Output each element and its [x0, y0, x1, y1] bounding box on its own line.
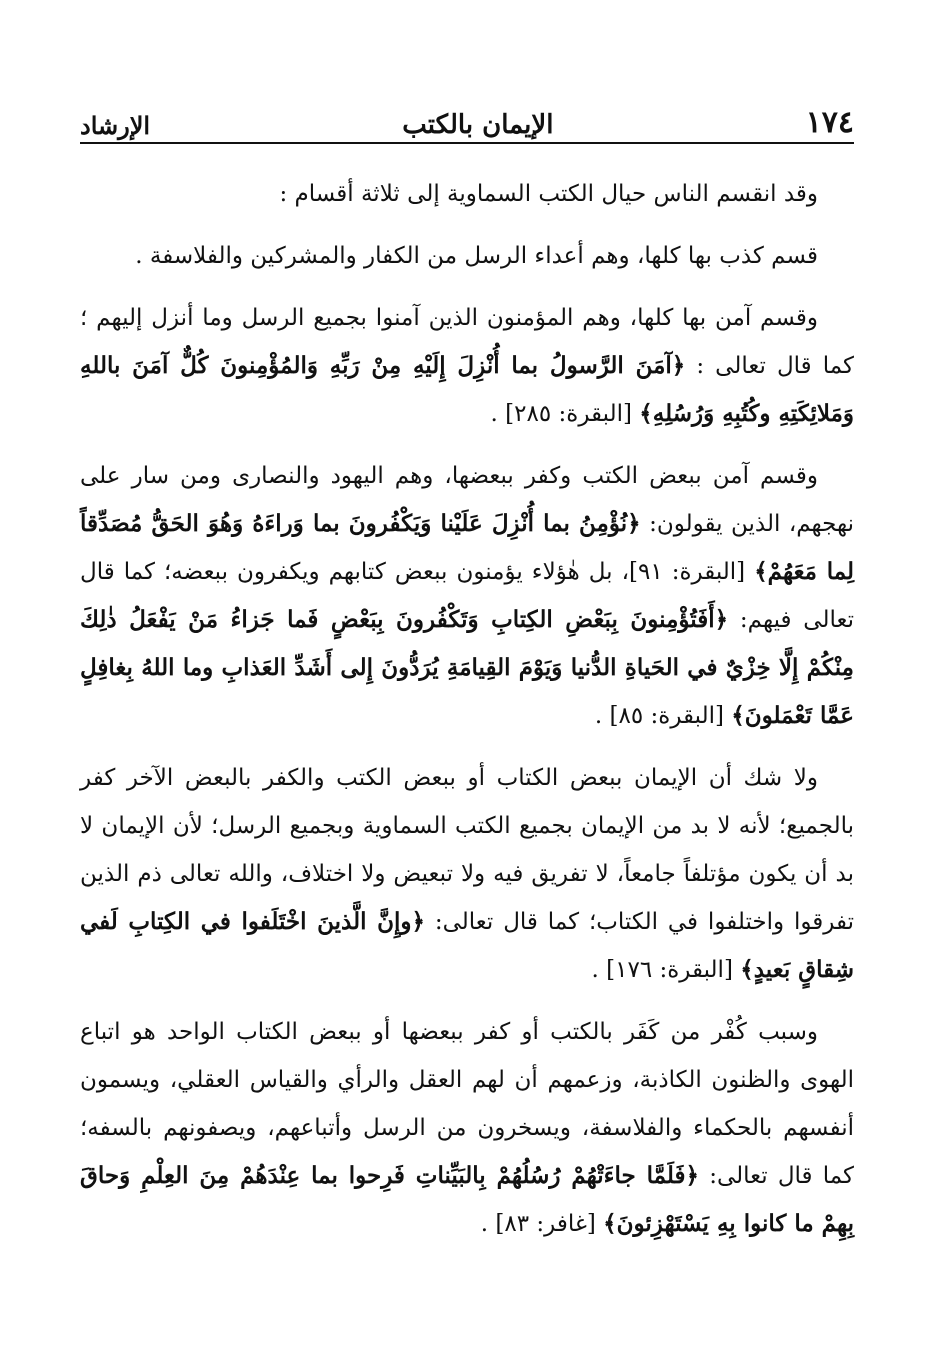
paragraph — [80, 232, 854, 280]
body-text: [البقرة: ٩١]، بل هٰؤلاء يؤمنون ببعض كتابهم ويكفرون ببعضه؛ كما قال تعالى فيهم: — [80, 559, 854, 633]
quran-verse: ﴿وإِنَّ الَّذينَ اخْتَلَفوا في الكِتابِ لَفي شِقاقٍ بَعيدٍ﴾ — [80, 908, 854, 983]
body-text: [البقرة: ٨٥] . — [594, 703, 732, 729]
quran-verse: ﴿أَفَتُؤْمِنونَ بِبَعْضِ الكِتابِ وَتَكْفُرونَ بِبَعْضٍ فَما جَزاءُ مَنْ يَفْعَلُ ذٰلِكَ مِنْكُمْ إِلَّا خِزْيٌ في الحَياةِ الدُّنيا وَيَوْمَ القِيامَةِ يُرَدُّونَ إِلى أَشَدِّ العَذابِ وما اللهُ بِغافِلٍ عَمَّا تَعْمَلونَ﴾ — [80, 606, 854, 729]
body-text: [البقرة: ٢٨٥] . — [490, 401, 640, 427]
paragraph — [80, 452, 854, 740]
paragraph — [80, 754, 854, 994]
body-text: [البقرة: ١٧٦] . — [591, 957, 741, 983]
chapter-title: الإيمان بالكتب — [402, 110, 554, 140]
body-text: [غافر: ٨٣] . — [480, 1211, 604, 1237]
quran-verse: ﴿آمَنَ الرَّسولُ بما أُنْزِلَ إِلَيْهِ مِنْ رَبِّهِ وَالمُؤْمِنونَ كُلٌّ آمَنَ باللهِ وَمَلائِكَتِهِ وكُتُبِهِ وَرُسُلِهِ﴾ — [80, 352, 854, 427]
running-header — [80, 100, 854, 144]
body-text: ولا شك أن الإيمان ببعض الكتاب أو ببعض الكتب والكفر بالبعض الآخر كفر بالجميع؛ لأنه لا بد من الإيمان بجميع الكتب السماوية وبجميع الرسل؛ لأن الإيمان لا بد أن يكون مؤتلفاً جامعاً، لا تفريق فيه ولا تبعيض ولا اختلاف، والله تعالى ذم الذين تفرقوا واختلفوا في الكتاب؛ كما قال تعالى: — [80, 765, 854, 935]
page-body — [80, 170, 854, 1262]
body-text: وقد انقسم الناس حيال الكتب السماوية إلى ثلاثة أقسام : — [279, 181, 818, 207]
book-title: الإرشاد — [80, 111, 151, 140]
body-text: وقسم آمن بها كلها، وهم المؤمنون الذين آمنوا بجميع الرسل وما أنزل إليهم ؛ كما قال تعالى : — [80, 305, 854, 379]
quran-verse: ﴿فَلَمَّا جاءَتْهُمْ رُسُلُهُمْ بِالبَيِّناتِ فَرِحوا بما عِنْدَهُمْ مِنَ العِلْمِ وَحاقَ بِهِمْ ما كانوا بِهِ يَسْتَهْزِئونَ﴾ — [80, 1162, 854, 1237]
body-text: وقسم آمن ببعض الكتب وكفر ببعضها، وهم اليهود والنصارى ومن سار على نهجهم، الذين يقولون: — [80, 463, 855, 537]
quran-verse: ﴿نُؤْمِنُ بما أُنْزِلَ عَلَيْنا وَيَكْفُرونَ بما وَراءَهُ وَهُوَ الحَقُّ مُصَدِّقاً لِما مَعَهُمْ﴾ — [80, 510, 855, 585]
paragraph — [80, 170, 854, 218]
page-number: ١٧٤ — [805, 105, 854, 140]
paragraph — [80, 1008, 854, 1248]
body-text: وسبب كُفْر من كَفَر بالكتب أو كفر ببعضها أو ببعض الكتاب الواحد هو اتباع الهوى والظنون الكاذبة، وزعمهم أن لهم العقل والرأي والقياس العقلي، ويسمون أنفسهم بالحكماء والفلاسفة، ويسخرون من الرسل وأتباعهم، ويصفونهم بالسفه؛ كما قال تعالى: — [80, 1019, 854, 1189]
paragraph — [80, 294, 854, 438]
body-text: قسم كذب بها كلها، وهم أعداء الرسل من الكفار والمشركين والفلاسفة . — [135, 243, 818, 269]
